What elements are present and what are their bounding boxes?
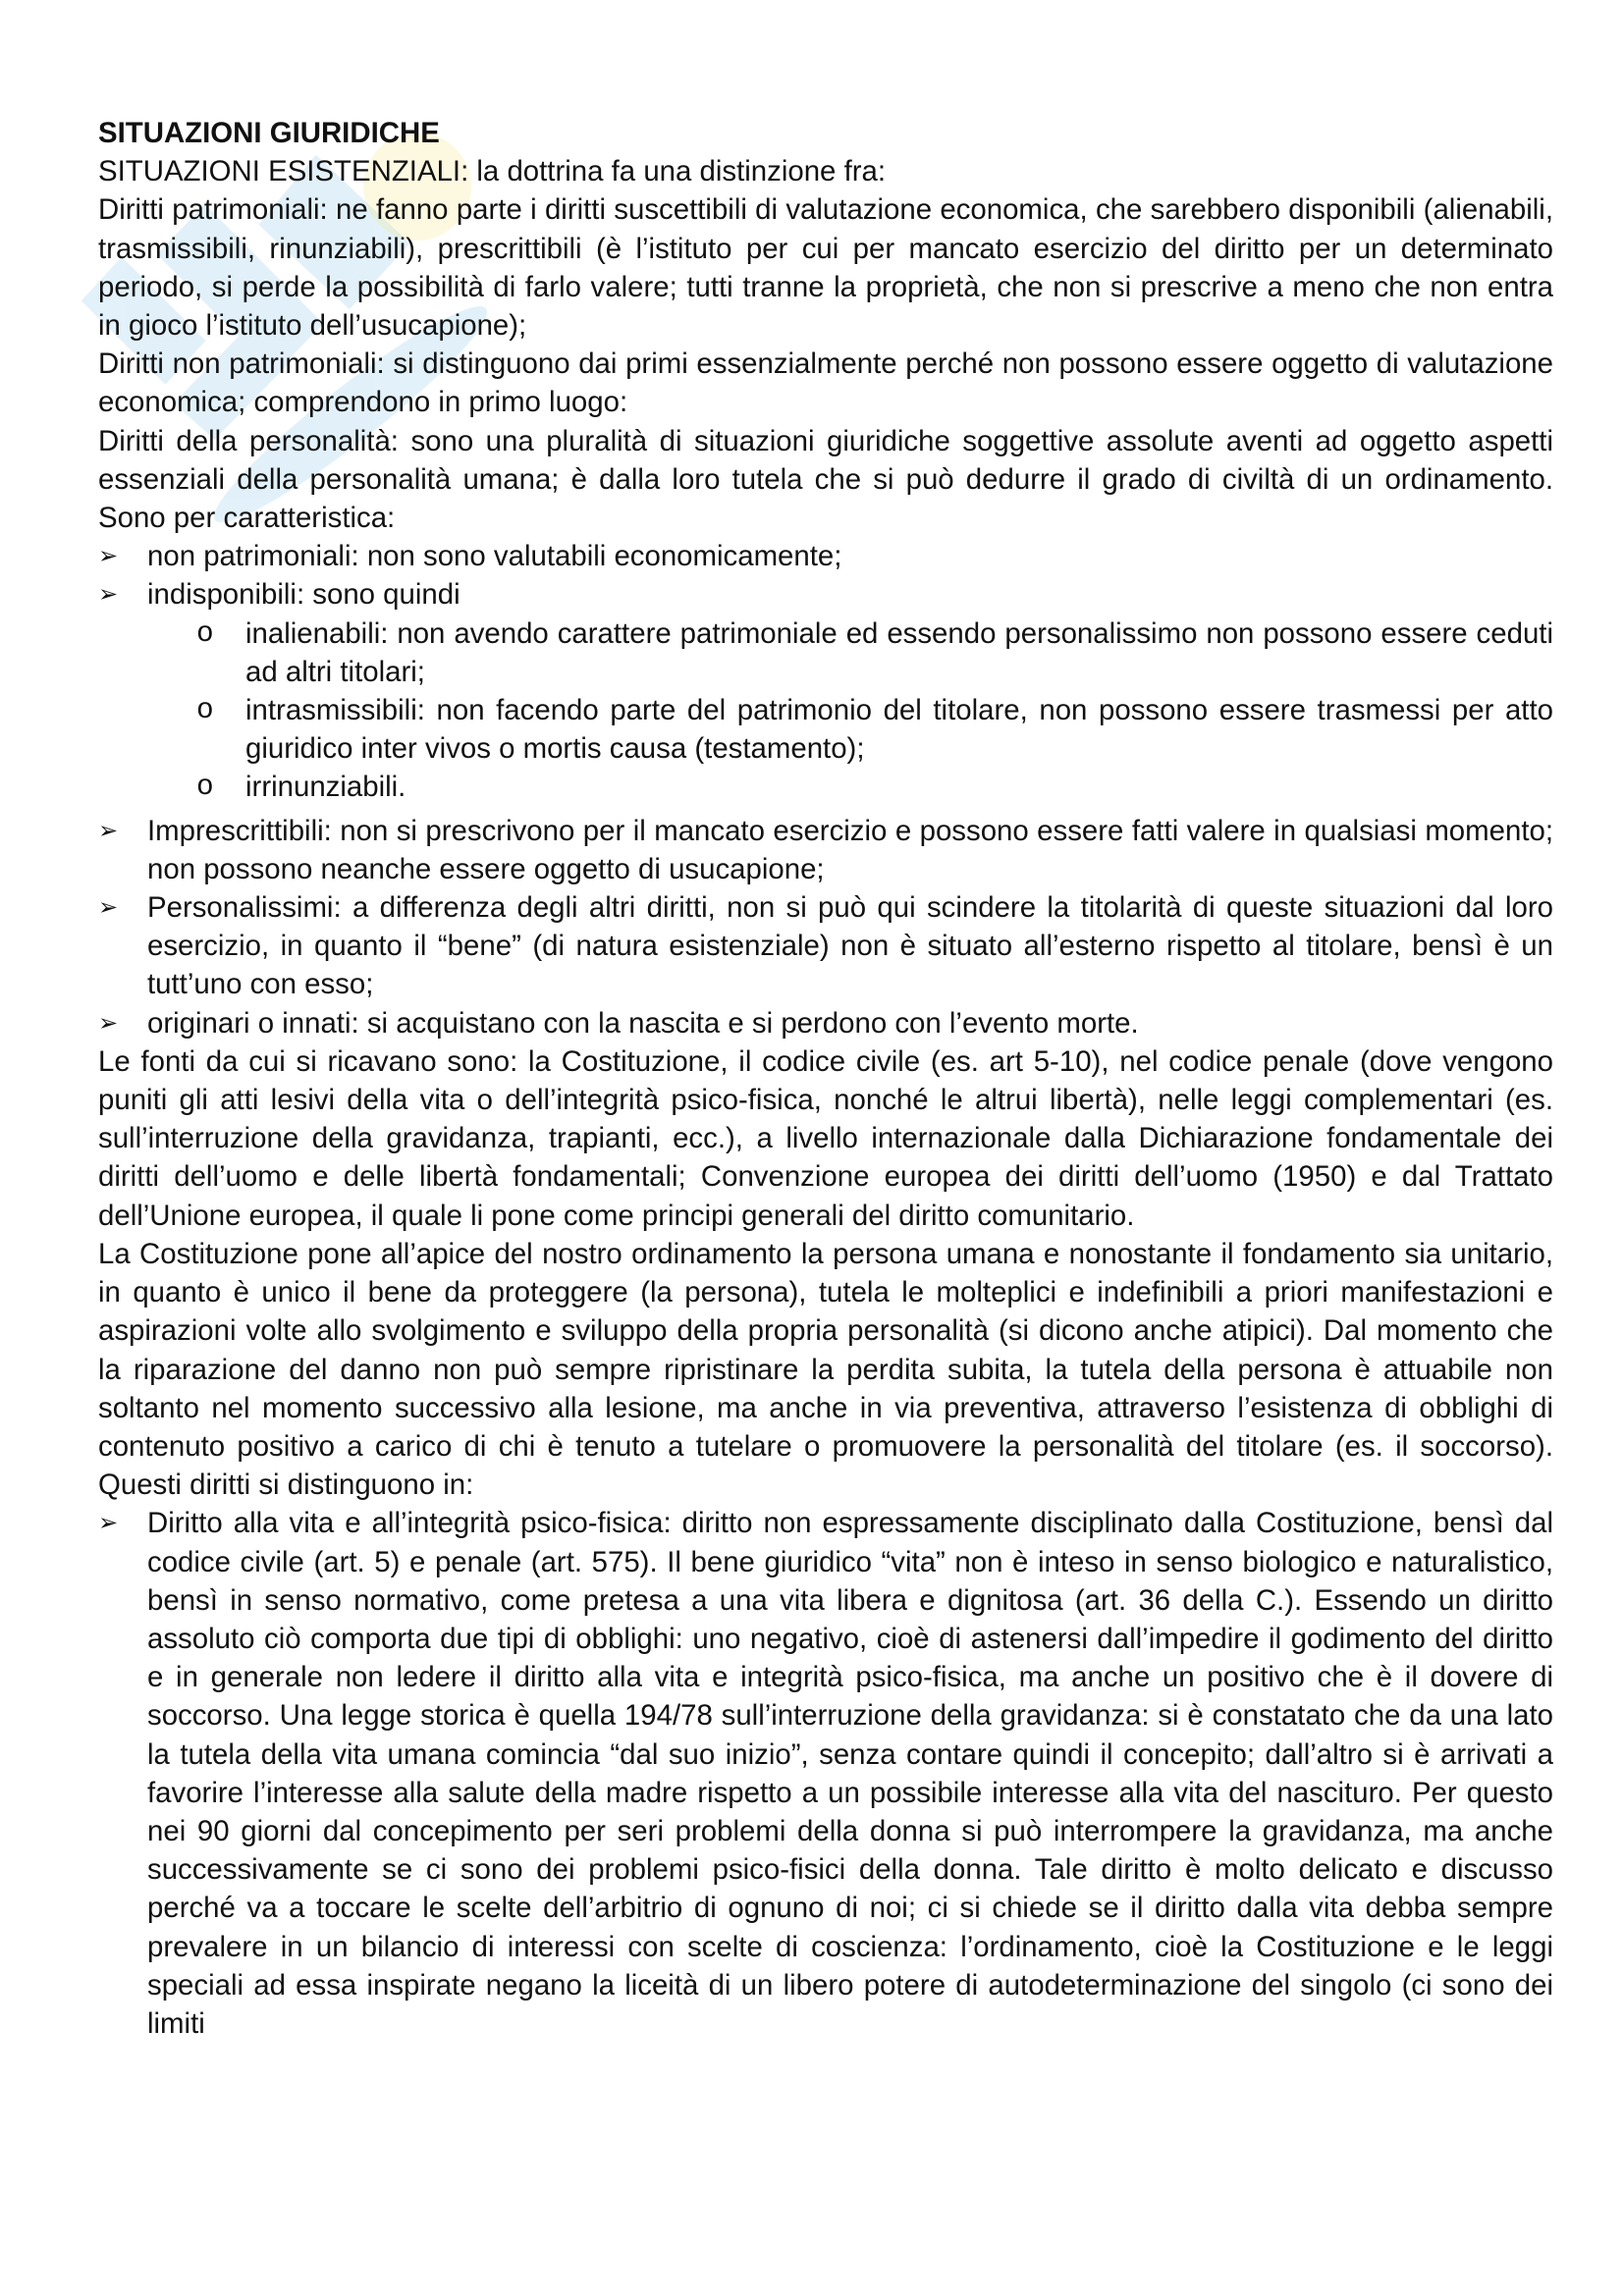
- list-item-text: non patrimoniali: non sono valutabili economicamente;: [147, 540, 842, 573]
- circle-bullet-icon: o: [196, 616, 214, 650]
- arrow-bullet-icon: ➢: [98, 580, 119, 609]
- list-item: [98, 537, 1553, 575]
- sub-list-item: [147, 768, 1553, 806]
- paragraph-costituzione: La Costituzione pone all’apice del nostro ordinamento la persona umana e nonostante il fondamento sia unitario, in quanto è unico il bene da proteggere (la persona), tutela le molteplici e indefinibili a priori manifestazioni e aspirazioni volte allo svolgimento e sviluppo della propria personalità (si dicono anche atipici). Dal momento che la riparazione del danno non può sempre ripristinare la perdita subita, la tutela della persona è attuabile non soltanto nel momento successivo alla lesione, ma anche in via preventiva, attraverso l’esistenza di obblighi di contenuto positivo a carico di chi è tenuto a tutelare o promuovere la personalità del titolare (es. il soccorso). Questi diritti si distinguono in:: [98, 1237, 1553, 1502]
- list-item-text: originari o innati: si acquistano con la nascita e si perdono con l’evento morte.: [147, 1006, 1139, 1040]
- sub-list-item: [147, 691, 1553, 768]
- arrow-bullet-icon: ➢: [98, 542, 119, 570]
- arrow-bullet-icon: ➢: [98, 893, 119, 922]
- list-item: [98, 1504, 1553, 2043]
- sub-list-item-text: inalienabili: non avendo carattere patrimoniale ed essendo personalissimo non possono essere ceduti ad altri titolari;: [245, 616, 1553, 688]
- document-page: [98, 114, 1553, 2043]
- document-title: SITUAZIONI GIURIDICHE: [98, 117, 440, 149]
- circle-bullet-icon: o: [196, 771, 214, 804]
- sub-list: [147, 614, 1553, 807]
- characteristics-list: [98, 537, 1553, 1042]
- list-item: [98, 1004, 1553, 1042]
- list-item: [98, 812, 1553, 888]
- list-item-text: Imprescrittibili: non si prescrivono per il mancato esercizio e possono essere fatti valere in qualsiasi momento; non possono neanche essere oggetto di usucapione;: [147, 814, 1553, 885]
- intro-paragraph-non-patrimoniali: Diritti non patrimoniali: si distinguono dai primi essenzialmente perché non possono essere oggetto di valutazione economica; comprendono in primo luogo:: [98, 347, 1553, 419]
- circle-bullet-icon: o: [196, 694, 214, 727]
- list-item-text: indisponibili: sono quindi: [147, 578, 460, 612]
- arrow-bullet-icon: ➢: [98, 1008, 119, 1037]
- list-item-text: Personalissimi: a differenza degli altri diritti, non si può qui scindere la titolarità di queste situazioni dal loro esercizio, in quanto il “bene” (di natura esistenziale) non è situato all’esterno rispetto al titolare, bensì è un tutt’uno con esso;: [147, 891, 1553, 1001]
- sub-list-item-text: irrinunziabili.: [245, 771, 406, 804]
- intro-paragraph-personalita: Diritti della personalità: sono una pluralità di situazioni giuridiche soggettive assolute aventi ad oggetto aspetti essenziali della personalità umana; è dalla loro tutela che si può dedurre il grado di civiltà di un ordinamento. Sono per caratteristica:: [98, 424, 1553, 535]
- rights-list: [98, 1504, 1553, 2043]
- list-item: [98, 888, 1553, 1004]
- intro-paragraph-patrimoniali: Diritti patrimoniali: ne fanno parte i diritti suscettibili di valutazione economica, che sarebbero disponibili (alienabili, trasmissibili, rinunziabili), prescrittibili (è l’istituto per cui per mancato esercizio del diritto per un determinato periodo, si perde la possibilità di farlo valere; tutti tranne la proprietà, che non si prescrive a meno che non entra in gioco l’istituto dell’usucapione);: [98, 193, 1553, 343]
- sub-list-item: [147, 614, 1553, 691]
- intro-line-0: SITUAZIONI ESISTENZIALI: la dottrina fa una distinzione fra:: [98, 155, 887, 188]
- list-item-text: Diritto alla vita e all’integrità psico-fisica: diritto non espressamente disciplinato dalla Costituzione, bensì dal codice civile (art. 5) e penale (art. 575). Il bene giuridico “vita” non è inteso in senso biologico e naturalistico, bensì in senso normativo, come pretesa a una vita libera e dignitosa (art. 36 della C.). Essendo un diritto assoluto ciò comporta due tipi di obblighi: uno negativo, cioè di astenersi dall’impedire il godimento del diritto e in generale non ledere il diritto alla vita e integrità psico-fisica, ma anche un positivo che è il dovere di soccorso. Una legge storica è quella 194/78 sull’interruzione della gravidanza: si è constatato che da una lato la tutela della vita umana comincia “dal suo inizio”, senza contare quindi il concepito; dall’altro si è arrivati a favorire l’interesse alla salute della madre rispetto a un possibile interesse alla vita del nascituro. Per questo nei 90 giorni dal concepimento per seri problemi della donna si può interrompere la gravidanza, ma anche successivamente se ci sono dei problemi psico-fisici della donna. Tale diritto è molto delicato e discusso perché va a toccare le scelte dell’arbitrio di ognuno di noi; ci si chiede se il diritto dalla vita debba sempre prevalere in un bilancio di interessi con scelte di coscienza: l’ordinamento, cioè la Costituzione e le leggi speciali ad essa inspirate negano la liceità di un libero potere di autodeterminazione del singolo (ci sono dei limiti: [147, 1507, 1553, 2040]
- sub-list-item-text: intrasmissibili: non facendo parte del patrimonio del titolare, non possono essere trasmessi per atto giuridico inter vivos o mortis causa (testamento);: [245, 694, 1553, 766]
- list-item: [98, 575, 1553, 806]
- arrow-bullet-icon: ➢: [98, 1509, 119, 1537]
- paragraph-fonti: Le fonti da cui si ricavano sono: la Costituzione, il codice civile (es. art 5-10), nel codice penale (dove vengono puniti gli atti lesivi della vita o dell’integrità psico-fisica, nonché le altrui libertà), nelle leggi complementari (es. sull’interruzione della gravidanza, trapianti, ecc.), a livello internazionale dalla Dichiarazione fondamentale dei diritti dell’uomo e delle libertà fondamentali; Convenzione europea dei diritti dell’uomo (1950) e dal Trattato dell’Unione europea, il quale li pone come principi generali del diritto comunitario.: [98, 1044, 1553, 1232]
- arrow-bullet-icon: ➢: [98, 816, 119, 844]
